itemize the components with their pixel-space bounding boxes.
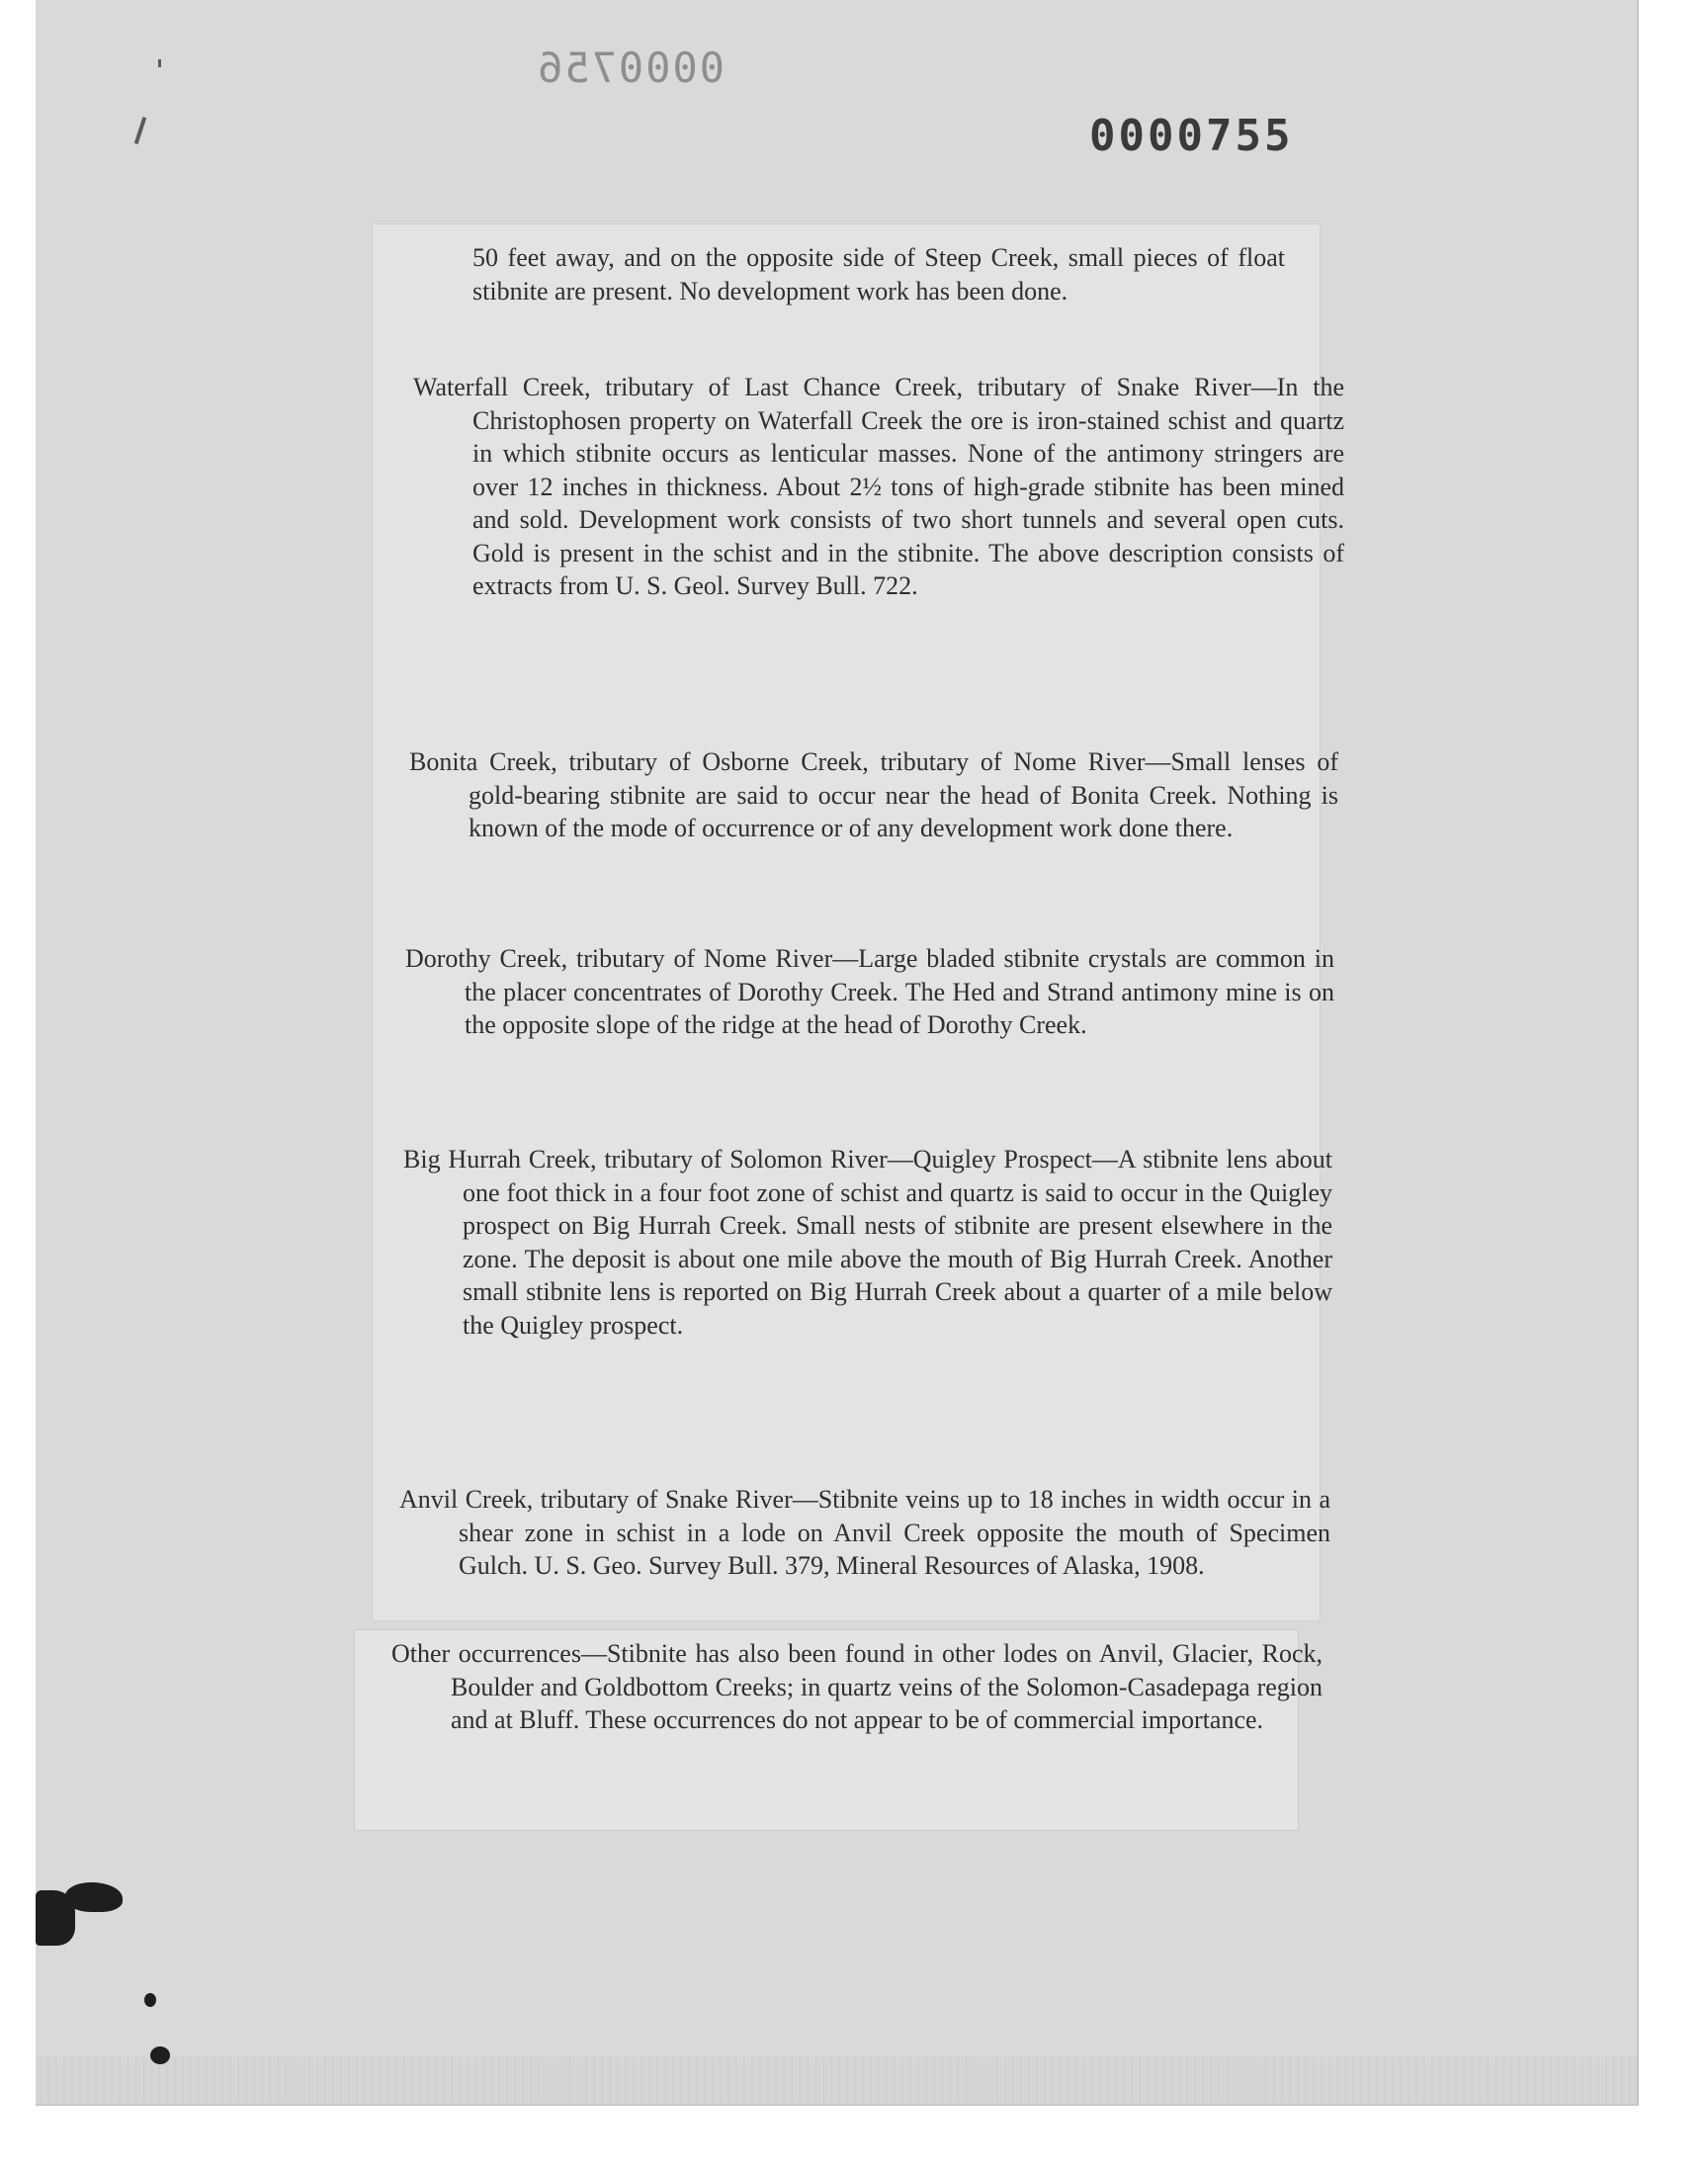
ink-dot [150,2046,170,2064]
margin-mark [158,59,161,67]
paragraph-dorothy-creek: Dorothy Creek, tributary of Nome River—Large bladed stibnite crystals are common in the placer concentrates of Dorothy Creek. The Hed and Strand antimony mine is on the opposite slope of the ridge at the head of Dorothy Creek. [405,944,1334,1039]
ink-dot [144,1993,156,2007]
paragraph-anvil-creek: Anvil Creek, tributary of Snake River—Stibnite veins up to 18 inches in width occur in a shear zone in schist in a lode on Anvil Creek opposite the mouth of Specimen Gulch. U. S. Geo. Survey Bull. 379, Mineral Resources of Alaska, 1908. [399,1485,1330,1580]
scan-streak [36,2056,1637,2104]
ink-blot [65,1882,123,1912]
paragraph-waterfall-creek: Waterfall Creek, tributary of Last Chance Creek, tributary of Snake River—In the Christophosen property on Waterfall Creek the ore is iron-stained schist and quartz in which stibnite occurs as lenticular masses. None of the antimony stringers are over 12 inches in thickness. About 2½ tons of high-grade stibnite has been mined and sold. Development work consists of two short tunnels and several open cuts. Gold is present in the schist and in the stibnite. The above description consists of extracts from U. S. Geol. Survey Bull. 722. [413,373,1344,600]
paragraph-other-occurrences: Other occurrences—Stibnite has also been found in other lodes on Anvil, Glacier, Rock, Boulder and Goldbottom Creeks; in quartz veins of the Solomon-Casadepaga region and at Bluff. These occurrences do not appear to be of commercial importance. [391,1639,1323,1734]
faded-stamp-number: 0000756 [536,44,726,92]
paragraph-bonita-creek: Bonita Creek, tributary of Osborne Creek, tributary of Nome River—Small lenses of gold-bearing stibnite are said to occur near the head of Bonita Creek. Nothing is known of the mode of occurrence or of any development work done there. [409,747,1338,842]
page-stamp-number: 0000755 [1089,111,1294,161]
paragraph-continuation: 50 feet away, and on the opposite side of Steep Creek, small pieces of float stibnite are present. No development work has been done. [472,243,1285,305]
paragraph-big-hurrah-creek: Big Hurrah Creek, tributary of Solomon River—Quigley Prospect—A stibnite lens about one foot thick in a four foot zone of schist and quartz is said to occur in the Quigley prospect on Big Hurrah Creek. Small nests of stibnite are present elsewhere in the zone. The deposit is about one mile above the mouth of Big Hurrah Creek. Another small stibnite lens is reported on Big Hurrah Creek about a quarter of a mile below the Quigley prospect. [403,1145,1332,1340]
